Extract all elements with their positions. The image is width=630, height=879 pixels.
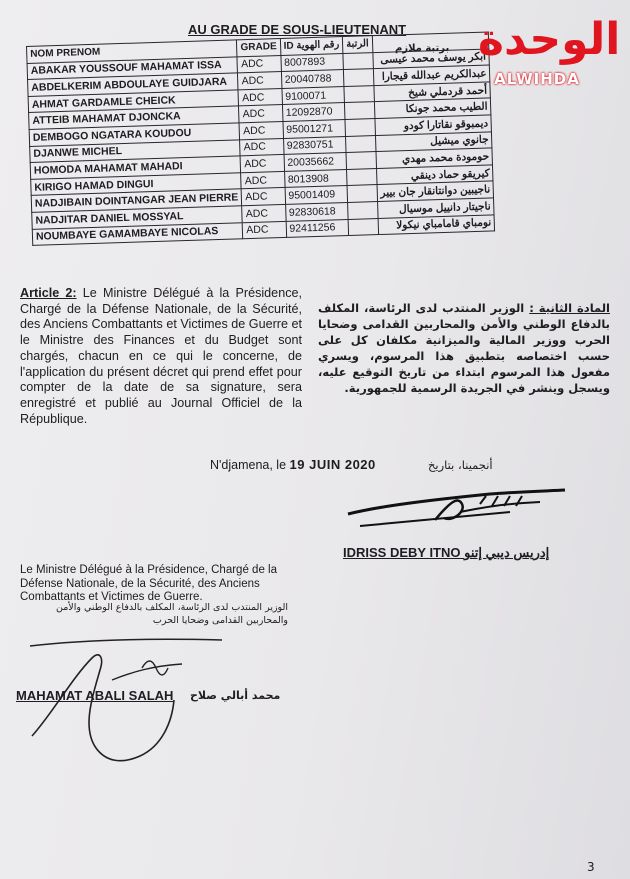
promotion-table: [26, 31, 495, 246]
signing-date: [210, 457, 376, 472]
cell-name: NADJITAR DANIEL MOSSYAL: [32, 206, 243, 229]
cell-id: 95001409: [285, 186, 348, 205]
cell-rank: [348, 218, 378, 236]
signing-date-arabic: أنجمينا، بتاريخ: [428, 458, 493, 472]
cell-arabic-name: نومباي قامامباي نيكولا: [378, 214, 495, 234]
cell-name: DEMBOGO NGATARA KOUDOU: [29, 123, 240, 146]
cell-rank: [348, 201, 378, 219]
cell-rank: [344, 69, 374, 87]
cell-arabic-name: ناجيتار دانييل موسيال: [377, 198, 494, 218]
cell-name: DJANWE MICHEL: [30, 139, 241, 162]
cell-arabic-name: ديمبوقو نقاتارا كودو: [375, 115, 492, 135]
cell-id: 92411256: [286, 219, 349, 238]
cell-grade: ADC: [241, 171, 285, 189]
president-name-arabic: إدريس ديبي إتنو: [464, 545, 550, 560]
cell-grade: ADC: [238, 88, 282, 106]
cell-id: 20035662: [284, 153, 347, 172]
cell-grade: ADC: [242, 188, 286, 206]
cell-arabic-name: جانوي ميشيل: [375, 131, 492, 151]
cell-name: ATTEIB MAHAMAT DJONCKA: [29, 106, 240, 129]
cell-id: 9100071: [282, 86, 345, 105]
cell-name: HOMODA MAHAMAT MAHADI: [30, 156, 241, 179]
cell-name: KIRIGO HAMAD DINGUI: [31, 173, 242, 196]
cell-name: ABDELKERIM ABDOULAYE GUIDJARA: [28, 73, 239, 96]
section-heading: AU GRADE DE SOUS-LIEUTENANT: [188, 22, 407, 37]
cell-id: 8013908: [284, 169, 347, 188]
header-name: NOM PRENOM: [27, 40, 238, 63]
president-signature: [340, 482, 570, 532]
cell-arabic-name: حومودة محمد مهدي: [376, 148, 493, 168]
article-text: Le Ministre Délégué à la Présidence, Chargé de la Défense Nationale, de la Sécurité, des Anciens Combattants et Victimes de Guerre et le Ministre des Finances et du Budget sont chargés, chacun en ce qui le concerne, de l'application du présent décret qui prend effet pour compter de la date de sa signature, sera enregistré et publié au Journal Officiel de la République.: [20, 286, 302, 426]
header-id: ID رقم الهوية: [280, 37, 343, 56]
page-number: 3: [587, 860, 595, 874]
cell-arabic-name: كيريقو حماد دينقي: [376, 165, 493, 185]
minister-title-french: Le Ministre Délégué à la Présidence, Chargé de la Défense Nationale, de la Sécurité, des Anciens Combattants et Victimes de Guerre.: [20, 564, 277, 604]
cell-name: NOUMBAYE GAMAMBAYE NICOLAS: [32, 222, 243, 245]
cell-grade: ADC: [237, 55, 281, 73]
minister-name-arabic: محمد أبالي صلاح: [190, 689, 281, 702]
president-name: [343, 545, 549, 561]
cell-rank: [347, 168, 377, 186]
cell-rank: [346, 152, 376, 170]
cell-id: 12092870: [282, 103, 345, 122]
logo-mark: الوحدة: [478, 14, 621, 65]
date-stamp: 19 JUIN 2020: [289, 457, 376, 472]
cell-grade: ADC: [239, 105, 283, 123]
cell-grade: ADC: [243, 221, 287, 239]
cell-arabic-name: الطيب محمد جونكا: [374, 98, 491, 118]
cell-id: 8007893: [280, 53, 343, 72]
cell-name: ABAKAR YOUSSOUF MAHAMAT ISSA: [27, 56, 238, 79]
cell-id: 95001271: [283, 119, 346, 138]
cell-id: 92830618: [285, 202, 348, 221]
cell-name: NADJIBAIN DOINTANGAR JEAN PIERRE: [31, 189, 242, 212]
article-2-french: [20, 286, 302, 427]
cell-arabic-name: أحمد قردملي شيخ: [374, 82, 491, 102]
article-2-arabic: [318, 300, 610, 396]
cell-rank: [343, 52, 373, 70]
alwihda-logo: [478, 10, 621, 108]
logo-wordmark: ALWIHDA: [494, 70, 580, 88]
cell-name: AHMAT GARDAMLE CHEICK: [28, 90, 239, 113]
cell-rank: [344, 85, 374, 103]
header-grade: GRADE: [237, 39, 281, 57]
cell-grade: ADC: [238, 72, 282, 90]
cell-rank: [345, 119, 375, 137]
cell-arabic-name: أبكر يوسف محمد عيسى: [373, 49, 490, 69]
cell-rank: [347, 185, 377, 203]
cell-arabic-name: عبدالكريم عبدالله قيجارا: [373, 65, 490, 85]
president-name-french: IDRISS DEBY ITNO: [343, 545, 461, 560]
header-rank-arabic: الرتبة: [342, 36, 372, 54]
section-heading-arabic: برتبة ملازم: [395, 43, 450, 54]
article-label-arabic: المادة الثانية :: [529, 301, 610, 315]
cell-grade: ADC: [240, 155, 284, 173]
cell-grade: ADC: [239, 121, 283, 139]
cell-rank: [346, 135, 376, 153]
article-text-arabic: الوزير المنتدب لدى الرئاسة، المكلف بالدفاع الوطني والأمن والمحاربين القدامى وضحايا الحرب ووزير المالية والميزانية مكلفان كل على حسب اختصاصه بتطبيق هذا المرسوم، ويسري مفعول هذا المرسوم ابتداء من تاريخ التوقيع عليه، ويسجل وينشر في الجريدة الرسمية للجمهورية.: [318, 301, 610, 395]
minister-title-arabic: الوزير المنتدب لدى الرئاسة، المكلف بالدفاع الوطني والأمن والمحاربين القدامى وضحايا الحرب: [55, 602, 288, 626]
cell-grade: ADC: [240, 138, 284, 156]
cell-id: 92830751: [283, 136, 346, 155]
cell-grade: ADC: [242, 204, 286, 222]
cell-rank: [345, 102, 375, 120]
minister-name: MAHAMAT ABALI SALAH: [16, 688, 174, 703]
article-label: Article 2:: [20, 286, 77, 300]
cell-id: 20040788: [281, 70, 344, 89]
signing-place: N'djamena, le: [210, 458, 287, 472]
cell-arabic-name: ناجيبين دوانتانقار جان بيير: [377, 181, 494, 201]
